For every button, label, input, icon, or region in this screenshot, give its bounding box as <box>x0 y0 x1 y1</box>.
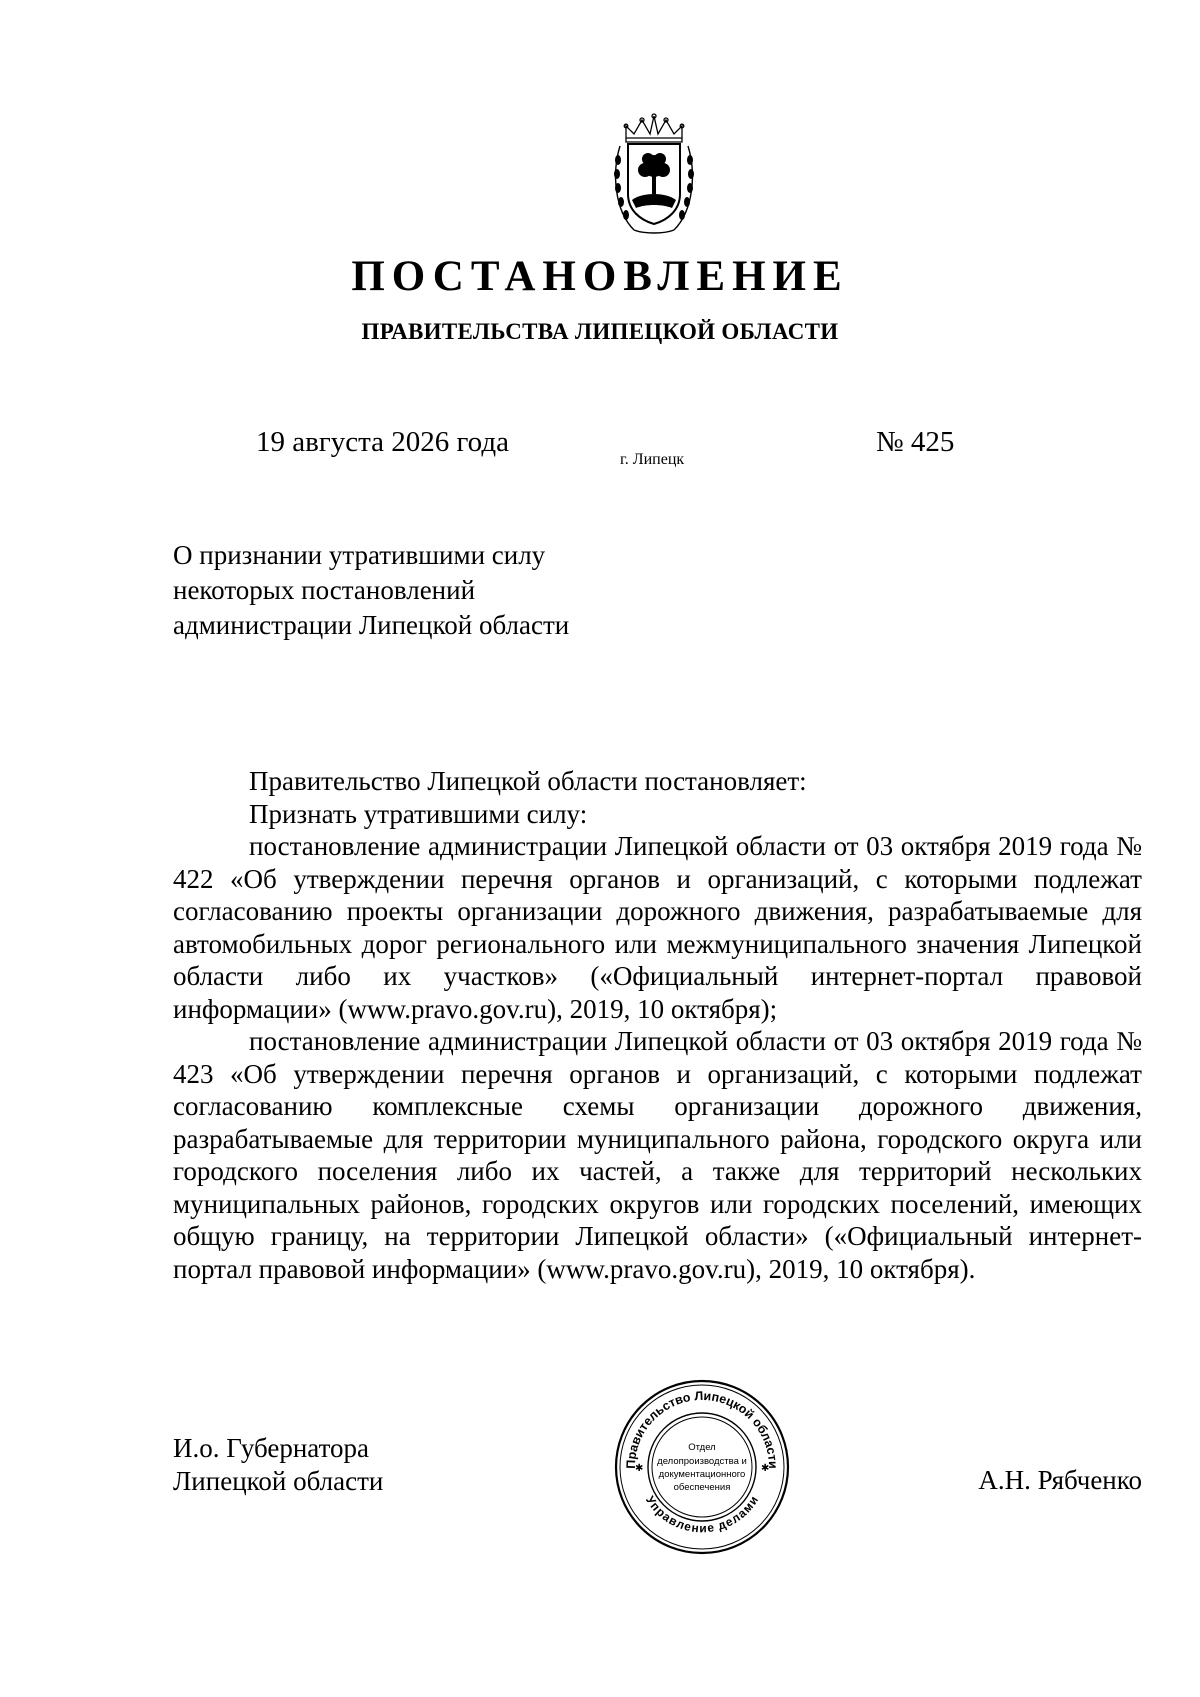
body-paragraph: постановление администрации Липецкой области от 03 октября 2019 года № 422 «Об утверждении перечня органов и организаций, с которыми подлежат согласованию проекты организации дорожного движения, разрабатываемые для автомобильных дорог регионального или межмуниципального значения Липецкой области либо их участков» («Официальный интернет-портал правовой информации» (www.pravo.gov.ru), 2019, 10 октября); <box>173 831 1142 1024</box>
subject-line: О признании утратившими силу <box>173 540 546 570</box>
signatory-title-line: Липецкой области <box>173 1466 384 1496</box>
stamp-star-icon: ✱ <box>635 1463 644 1474</box>
body-paragraph: постановление администрации Липецкой области от 03 октября 2019 года № 423 «Об утверждении перечня органов и организаций, с которыми подлежат согласованию комплексные схемы организации дорожного движения, разрабатываемые для территории муниципального района, городского округа или городского поселения либо их частей, а также для территорий нескольких муниципальных районов, городских округов или городских поселений, имеющих общую границу, на территории Липецкой области» («Официальный интернет-портал правовой информации» (www.pravo.gov.ru), 2019, 10 октября). <box>173 1026 1142 1284</box>
stamp-inner-line: обеспечения <box>673 1482 731 1493</box>
signatory-title <box>173 1432 383 1498</box>
stamp-outer-text: Правительство Липецкой области <box>623 1388 781 1469</box>
stamp-inner-line: документационного <box>658 1469 746 1480</box>
body-paragraph: Правительство Липецкой области постановляет: <box>249 766 807 796</box>
subject-line: некоторых постановлений <box>173 575 476 605</box>
coat-of-arms-icon <box>612 112 696 238</box>
document-place: г. Липецк <box>620 451 685 468</box>
signatory-name: А.Н. Рябченко <box>978 1465 1142 1495</box>
stamp-star-icon: ✱ <box>761 1463 770 1474</box>
document-type-title: ПОСТАНОВЛЕНИЕ <box>351 253 849 300</box>
document-date: 19 августа 2026 года <box>256 426 509 458</box>
issuer-subtitle: ПРАВИТЕЛЬСТВА ЛИПЕЦКОЙ ОБЛАСТИ <box>361 319 839 344</box>
document-body <box>173 765 1142 1285</box>
official-stamp <box>613 1378 791 1556</box>
svg-text:Управление делами <box>643 1493 761 1535</box>
stamp-bottom-text: Управление делами <box>642 1493 762 1536</box>
stamp-inner-line: делопроизводства и <box>657 1456 747 1467</box>
stamp-inner-line: Отдел <box>688 1442 716 1453</box>
document-subject <box>173 538 569 643</box>
body-paragraph: Признать утратившими силу: <box>249 798 588 829</box>
signatory-title-line: И.о. Губернатора <box>173 1433 370 1463</box>
subject-line: администрации Липецкой области <box>173 610 570 640</box>
document-number: № 425 <box>876 426 955 458</box>
